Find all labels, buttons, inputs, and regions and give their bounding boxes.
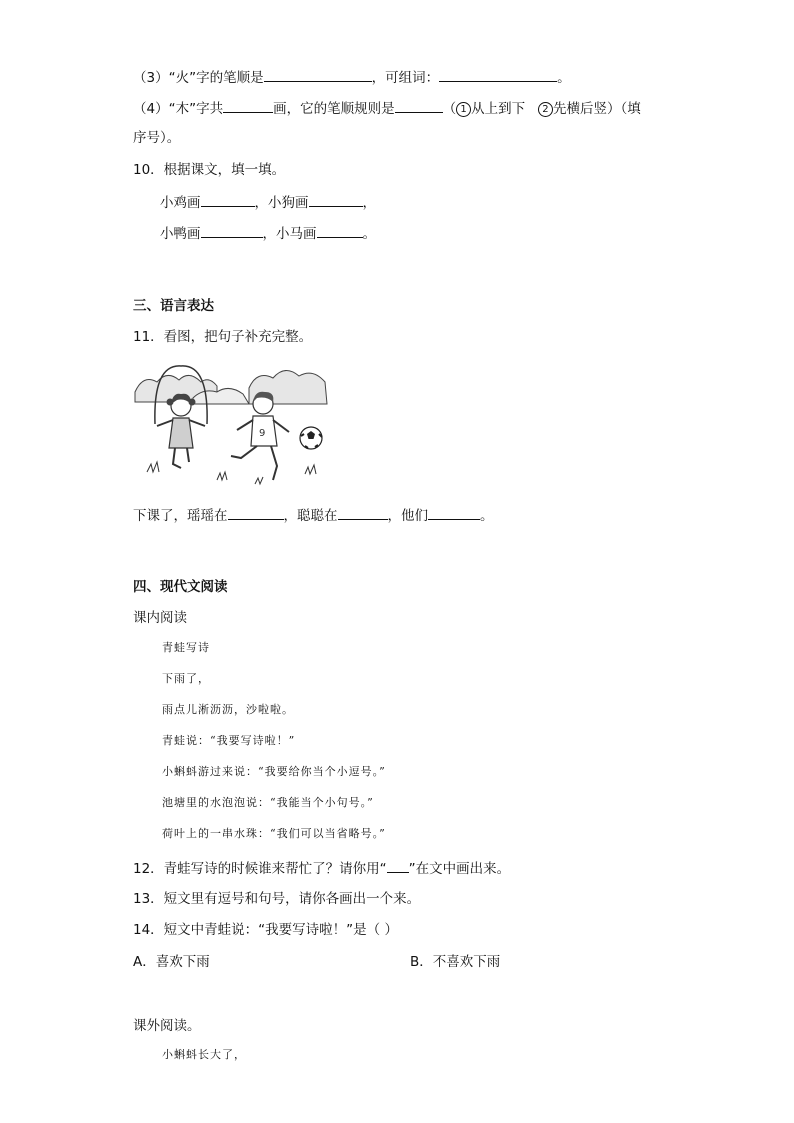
question-12: 12．青蛙写诗的时候谁来帮忙了？请你用“ ”在文中画出来。: [133, 858, 510, 879]
circled-number-2: 2: [538, 102, 553, 117]
answer-blank[interactable]: [387, 858, 409, 873]
question-9-4-cont: 序号）。: [133, 130, 181, 146]
section-4-heading: 四、现代文阅读: [133, 579, 228, 595]
question-10-line-1: 小鸡画 ，小狗画 ，: [160, 192, 376, 213]
answer-blank[interactable]: [317, 223, 363, 238]
poem-line: 荷叶上的一串水珠：“我们可以当省略号。”: [162, 827, 386, 840]
answer-blank[interactable]: [309, 192, 363, 207]
circled-number-1: 1: [456, 102, 471, 117]
poem-line: 小蝌蚪游过来说：“我要给你当个小逗号。”: [162, 765, 386, 778]
poem-line: 池塘里的水泡泡说：“我能当个小句号。”: [162, 796, 374, 809]
poem-line: 雨点儿淅沥沥，沙啦啦。: [162, 703, 294, 716]
question-10-title: 10．根据课文，填一填。: [133, 162, 286, 178]
answer-blank[interactable]: [428, 505, 480, 520]
question-13: 13．短文里有逗号和句号，请你各画出一个来。: [133, 891, 421, 907]
question-14-title: 14．短文中青蛙说：“我要写诗啦！”是（ ）: [133, 922, 398, 938]
question-11-sentence: 下课了，瑶瑶在 ，聪聪在 ，他们 。: [133, 505, 494, 526]
poem-line: 下雨了，: [162, 672, 210, 685]
question-9-3: （3）“火”字的笔顺是 ，可组词： 。: [133, 67, 571, 88]
answer-blank[interactable]: [201, 192, 255, 207]
question-9-4: （4）“木”字共 画，它的笔顺规则是 （ 1 从上到下 2 先横后竖）（填: [133, 98, 641, 119]
jersey-number: 9: [259, 428, 266, 439]
answer-blank[interactable]: [338, 505, 388, 520]
poem-title: 青蛙写诗: [162, 641, 210, 654]
section-3-heading: 三、语言表达: [133, 298, 214, 314]
poem-line: 小蝌蚪长大了，: [162, 1048, 246, 1061]
question-10-line-2: 小鸭画 ，小马画 。: [160, 223, 376, 244]
answer-blank[interactable]: [395, 98, 443, 113]
poem-line: 青蛙说：“我要写诗啦！”: [162, 734, 296, 747]
answer-blank[interactable]: [264, 67, 372, 82]
option-a[interactable]: A．喜欢下雨: [133, 954, 210, 970]
answer-blank[interactable]: [228, 505, 284, 520]
question-11-title: 11．看图，把句子补充完整。: [133, 329, 313, 345]
children-playing-image: [133, 362, 329, 490]
in-class-reading-label: 课内阅读: [133, 610, 187, 626]
option-b[interactable]: B．不喜欢下雨: [410, 954, 501, 970]
answer-blank[interactable]: [201, 223, 263, 238]
answer-blank[interactable]: [223, 98, 273, 113]
out-of-class-reading-label: 课外阅读。: [133, 1018, 201, 1034]
answer-blank[interactable]: [439, 67, 557, 82]
